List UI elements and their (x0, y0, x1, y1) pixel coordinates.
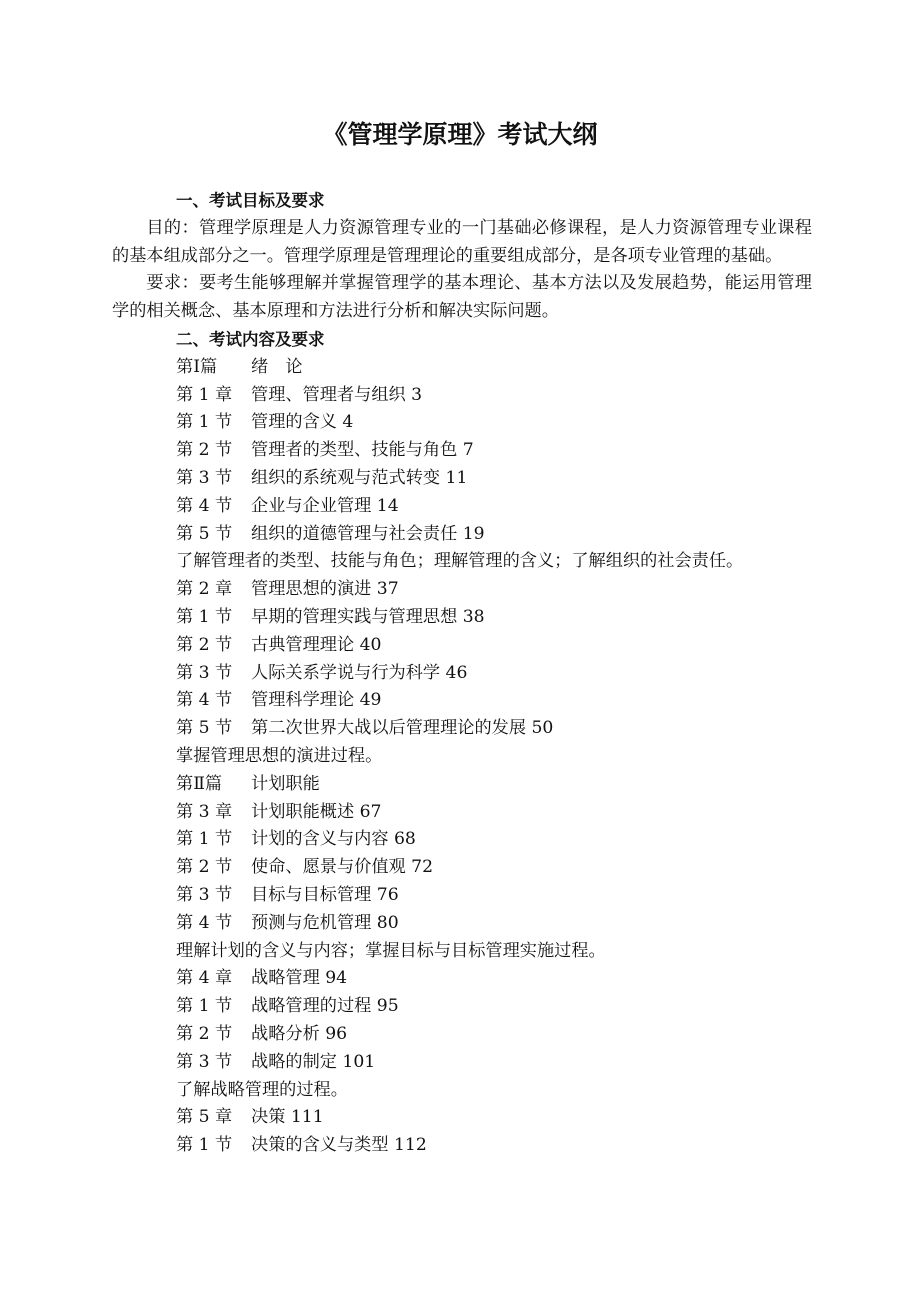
section-heading-2: 二、考试内容及要求 (176, 329, 325, 349)
outline-item-title: 管理思想的演进 37 (251, 579, 399, 600)
outline-item-title: 管理者的类型、技能与角色 7 (251, 440, 474, 461)
outline-item (176, 1049, 812, 1077)
outline-item-number: 第 2 章 (176, 579, 233, 600)
outline-item-number: 第 5 章 (176, 1107, 233, 1128)
outline-item-number: 第 2 节 (176, 634, 233, 655)
outline-item-title: 预测与危机管理 80 (251, 912, 399, 933)
outline-item (176, 604, 812, 632)
outline-note: 了解管理者的类型、技能与角色；理解管理的含义；了解组织的社会责任。 (176, 551, 744, 572)
outline-item-number: 第 4 节 (176, 495, 233, 516)
document-title: 《管理学原理》考试大纲 (322, 120, 598, 149)
outline-item (176, 1132, 812, 1160)
outline-item-number: 第 3 节 (176, 662, 233, 683)
goal-paragraph: 目的：管理学原理是人力资源管理专业的一门基础必修课程，是人力资源管理专业课程的基本组成部分之一。管理学原理是管理理论的重要组成部分，是各项专业管理的基础。 (112, 217, 812, 266)
outline-note: 了解战略管理的过程。 (176, 1079, 348, 1100)
outline-item-title: 战略管理的过程 95 (251, 996, 399, 1017)
outline-item-number: 第 5 节 (176, 523, 233, 544)
outline-item (176, 965, 812, 993)
outline-item-title: 古典管理理论 40 (251, 634, 382, 655)
outline-item-number: 第 4 章 (176, 968, 233, 989)
outline-item-title: 使命、愿景与价值观 72 (251, 857, 434, 878)
outline-item-title: 第二次世界大战以后管理理论的发展 50 (251, 718, 554, 739)
outline-item-title: 管理科学理论 49 (251, 690, 382, 711)
outline-item-title: 组织的系统观与范式转变 11 (251, 467, 468, 488)
outline-item-number: 第 3 节 (176, 884, 233, 905)
outline-item-number: 第 3 节 (176, 1051, 233, 1072)
outline-item-title: 早期的管理实践与管理思想 38 (251, 606, 485, 627)
outline-item (176, 409, 812, 437)
outline-item-title: 决策的含义与类型 112 (251, 1135, 427, 1156)
outline-item-number: 第 1 节 (176, 996, 233, 1017)
outline-list (176, 354, 812, 1160)
requirement-paragraph: 要求：要考生能够理解并掌握管理学的基本理论、基本方法以及发展趋势，能运用管理学的相关概念、基本原理和方法进行分析和解决实际问题。 (112, 273, 812, 322)
outline-item (176, 1104, 812, 1132)
outline-item-title: 企业与企业管理 14 (251, 495, 399, 516)
outline-item-number: 第 1 节 (176, 412, 233, 433)
outline-item (176, 354, 812, 382)
outline-item-number: 第 1 节 (176, 606, 233, 627)
outline-item (176, 382, 812, 410)
outline-item-title: 组织的道德管理与社会责任 19 (251, 523, 485, 544)
outline-item-number: 第 5 节 (176, 718, 233, 739)
outline-item-number: 第 2 节 (176, 440, 233, 461)
outline-item-title: 绪 论 (251, 356, 303, 377)
outline-item-number: 第 3 章 (176, 801, 233, 822)
outline-item (176, 493, 812, 521)
outline-item-title: 决策 111 (251, 1107, 324, 1128)
outline-item-number: 第 4 节 (176, 912, 233, 933)
outline-item (176, 576, 812, 604)
outline-item-title: 计划的含义与内容 68 (251, 829, 416, 850)
outline-item (176, 465, 812, 493)
outline-item-title: 计划职能 (251, 773, 320, 794)
outline-item (176, 632, 812, 660)
outline-item-number: 第 1 节 (176, 1135, 233, 1156)
outline-item-number: 第Ⅰ篇 (176, 356, 218, 377)
outline-item (176, 826, 812, 854)
outline-item-number: 第 4 节 (176, 690, 233, 711)
outline-item-title: 管理的含义 4 (251, 412, 354, 433)
outline-item (176, 687, 812, 715)
outline-item-number: 第 2 节 (176, 1023, 233, 1044)
outline-item (176, 1021, 812, 1049)
outline-item-number: 第 1 节 (176, 829, 233, 850)
outline-item-title: 管理、管理者与组织 3 (251, 384, 423, 405)
outline-item (176, 854, 812, 882)
outline-item (176, 882, 812, 910)
outline-item (176, 910, 812, 938)
outline-item-title: 战略管理 94 (251, 968, 348, 989)
outline-item-title: 人际关系学说与行为科学 46 (251, 662, 468, 683)
outline-item-title: 战略分析 96 (251, 1023, 348, 1044)
outline-item-title: 战略的制定 101 (251, 1051, 376, 1072)
outline-item-number: 第Ⅱ篇 (176, 773, 223, 794)
outline-note: 掌握管理思想的演进过程。 (176, 745, 383, 766)
outline-item (176, 715, 812, 743)
outline-item-number: 第 3 节 (176, 467, 233, 488)
outline-item (176, 799, 812, 827)
outline-item (176, 660, 812, 688)
outline-item (176, 437, 812, 465)
section-heading-1: 一、考试目标及要求 (176, 191, 325, 210)
outline-item (176, 521, 812, 549)
outline-item-number: 第 1 章 (176, 384, 233, 405)
document-body (112, 187, 812, 1160)
outline-item (176, 771, 812, 799)
outline-note: 理解计划的含义与内容；掌握目标与目标管理实施过程。 (176, 940, 606, 961)
outline-item-number: 第 2 节 (176, 857, 233, 878)
outline-item (176, 993, 812, 1021)
outline-item-title: 计划职能概述 67 (251, 801, 382, 822)
outline-item-title: 目标与目标管理 76 (251, 884, 399, 905)
